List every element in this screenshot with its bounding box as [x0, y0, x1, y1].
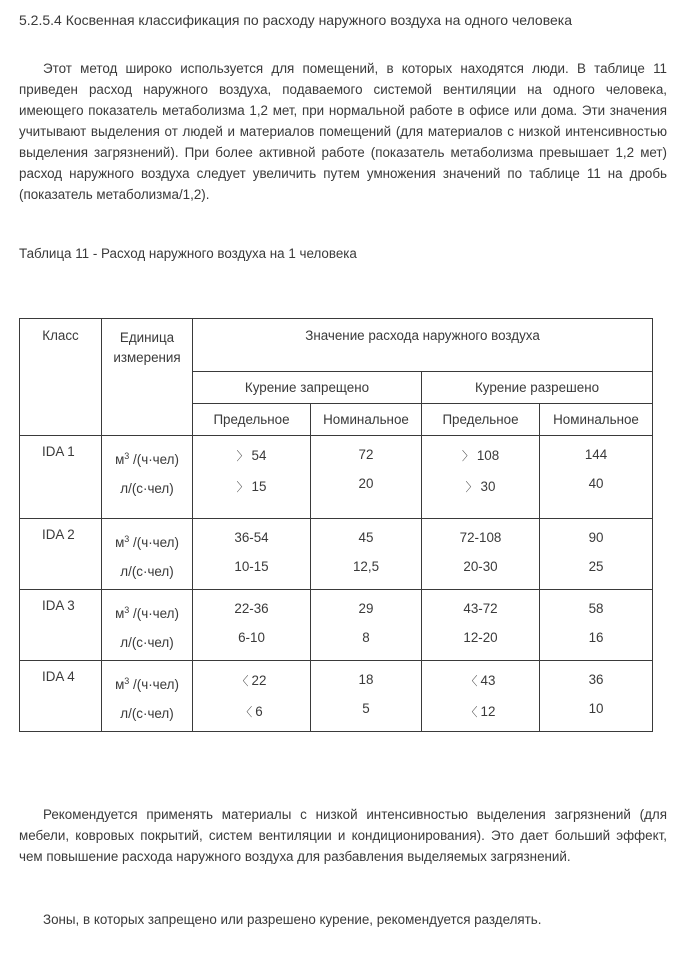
less-than-sign: 〈: [236, 674, 249, 688]
value-allowed-limit: [422, 661, 540, 732]
value-m3: 36-54: [234, 530, 269, 545]
value-l: 25: [588, 559, 604, 574]
value-m3: 〉 108: [461, 448, 500, 463]
value-m3: 18: [358, 672, 374, 687]
unit-l-per-second: л/(с·чел): [120, 564, 174, 579]
value-m3: 29: [358, 601, 374, 616]
value-forbidden-nominal: [311, 519, 422, 590]
value-l: 8: [362, 630, 370, 645]
greater-than-sign: 〉: [461, 449, 474, 463]
zones-paragraph: Зоны, в которых запрещено или разрешено курение, рекомендуется разделять.: [43, 912, 542, 927]
value-m3: 〈 22: [236, 673, 267, 688]
greater-than-sign: 〉: [236, 480, 249, 494]
section-heading: 5.2.5.4 Косвенная классификация по расходу наружного воздуха на одного человека: [19, 12, 572, 28]
row-units: [102, 519, 193, 590]
header-value: Значение расхода наружного воздуха: [193, 319, 653, 372]
header-forbidden-nominal: Номинальное: [311, 404, 422, 436]
value-allowed-limit: [422, 436, 540, 519]
value-l: 20-30: [463, 559, 498, 574]
table-caption: Таблица 11 - Расход наружного воздуха на 1 человека: [19, 246, 357, 261]
table-row: [20, 661, 653, 732]
value-allowed-limit: [422, 519, 540, 590]
value-forbidden-limit: [193, 436, 311, 519]
less-than-sign: 〈: [465, 705, 478, 719]
row-units: [102, 590, 193, 661]
less-than-sign: 〈: [465, 674, 478, 688]
value-l: 40: [588, 476, 604, 491]
intro-paragraph: Этот метод широко используется для помещений, в которых находятся люди. В таблице 11 приведен расход наружного воздуха, подаваемого системой вентиляции на одного человека, имеющего показатель метаболизма 1,2 мет, при нормальной работе в офисе или дома. Эти значения учитывают выделения от людей и материалов помещений (для материалов с низкой интенсивностью выделения загрязнений). При более активной работе (показатель метаболизма превышает 1,2 мет) расход наружного воздуха следует увеличить путем умножения значений по таблице 11 на дробь (показатель метаболизма/1,2).: [19, 61, 667, 202]
value-l: 5: [362, 701, 370, 716]
value-forbidden-limit: [193, 519, 311, 590]
value-allowed-nominal: [540, 519, 653, 590]
unit-m3-per-hour: $м^3$ /(ч·чел): [115, 605, 179, 621]
row-class: IDA 3: [20, 590, 102, 661]
row-class: IDA 2: [20, 519, 102, 590]
value-forbidden-nominal: [311, 590, 422, 661]
value-allowed-nominal: [540, 661, 653, 732]
value-m3: 72: [358, 447, 374, 462]
value-l: 〈 6: [240, 704, 263, 719]
value-m3: 22-36: [234, 601, 269, 616]
value-m3: 〉 54: [236, 448, 267, 463]
header-forbidden-limit: Предельное: [193, 404, 311, 436]
value-m3: 45: [358, 530, 374, 545]
unit-m3-per-hour: $м^3$ /(ч·чел): [115, 676, 179, 692]
value-l: 12-20: [463, 630, 498, 645]
table-row: [20, 436, 653, 519]
value-m3: 〈 43: [465, 673, 496, 688]
value-m3: 90: [588, 530, 604, 545]
value-m3: 43-72: [463, 601, 498, 616]
air-flow-table: [19, 318, 653, 732]
value-allowed-nominal: [540, 436, 653, 519]
value-forbidden-nominal: [311, 436, 422, 519]
header-smoking-allowed: Курение разрешено: [422, 372, 653, 404]
value-forbidden-limit: [193, 590, 311, 661]
value-l: 10: [588, 701, 604, 716]
unit-l-per-second: л/(с·чел): [120, 706, 174, 721]
value-m3: 144: [584, 447, 608, 462]
header-class: Класс: [20, 319, 102, 436]
unit-l-per-second: л/(с·чел): [120, 481, 174, 496]
value-l: 6-10: [238, 630, 265, 645]
value-forbidden-nominal: [311, 661, 422, 732]
header-unit: Единица измерения: [102, 319, 193, 436]
recommend-paragraph: Рекомендуется применять материалы с низкой интенсивностью выделения загрязнений (для мебели, ковровых покрытий, систем вентиляции и кондиционирования). Это дает больший эффект, чем повышение расхода наружного воздуха для разбавления выделяемых загрязнений.: [19, 807, 667, 864]
table-row: [20, 519, 653, 590]
value-m3: 36: [588, 672, 604, 687]
table-row: [20, 590, 653, 661]
value-m3: 72-108: [459, 530, 502, 545]
unit-m3-per-hour: $м^3$ /(ч·чел): [115, 451, 179, 467]
value-l: 16: [588, 630, 604, 645]
value-l: 12,5: [352, 559, 380, 574]
value-forbidden-limit: [193, 661, 311, 732]
row-class: IDA 1: [20, 436, 102, 519]
greater-than-sign: 〉: [465, 480, 478, 494]
row-units: [102, 661, 193, 732]
header-smoking-forbidden: Курение запрещено: [193, 372, 422, 404]
value-l: 〈 12: [465, 704, 496, 719]
value-allowed-nominal: [540, 590, 653, 661]
header-allowed-limit: Предельное: [422, 404, 540, 436]
value-l: 〉 30: [465, 479, 496, 494]
greater-than-sign: 〉: [236, 449, 249, 463]
less-than-sign: 〈: [240, 705, 253, 719]
value-l: 10-15: [234, 559, 269, 574]
header-allowed-nominal: Номинальное: [540, 404, 653, 436]
row-class: IDA 4: [20, 661, 102, 732]
unit-l-per-second: л/(с·чел): [120, 635, 174, 650]
value-m3: 58: [588, 601, 604, 616]
value-allowed-limit: [422, 590, 540, 661]
value-l: 〉 15: [236, 479, 267, 494]
value-l: 20: [358, 476, 374, 491]
unit-m3-per-hour: $м^3$ /(ч·чел): [115, 534, 179, 550]
row-units: [102, 436, 193, 519]
